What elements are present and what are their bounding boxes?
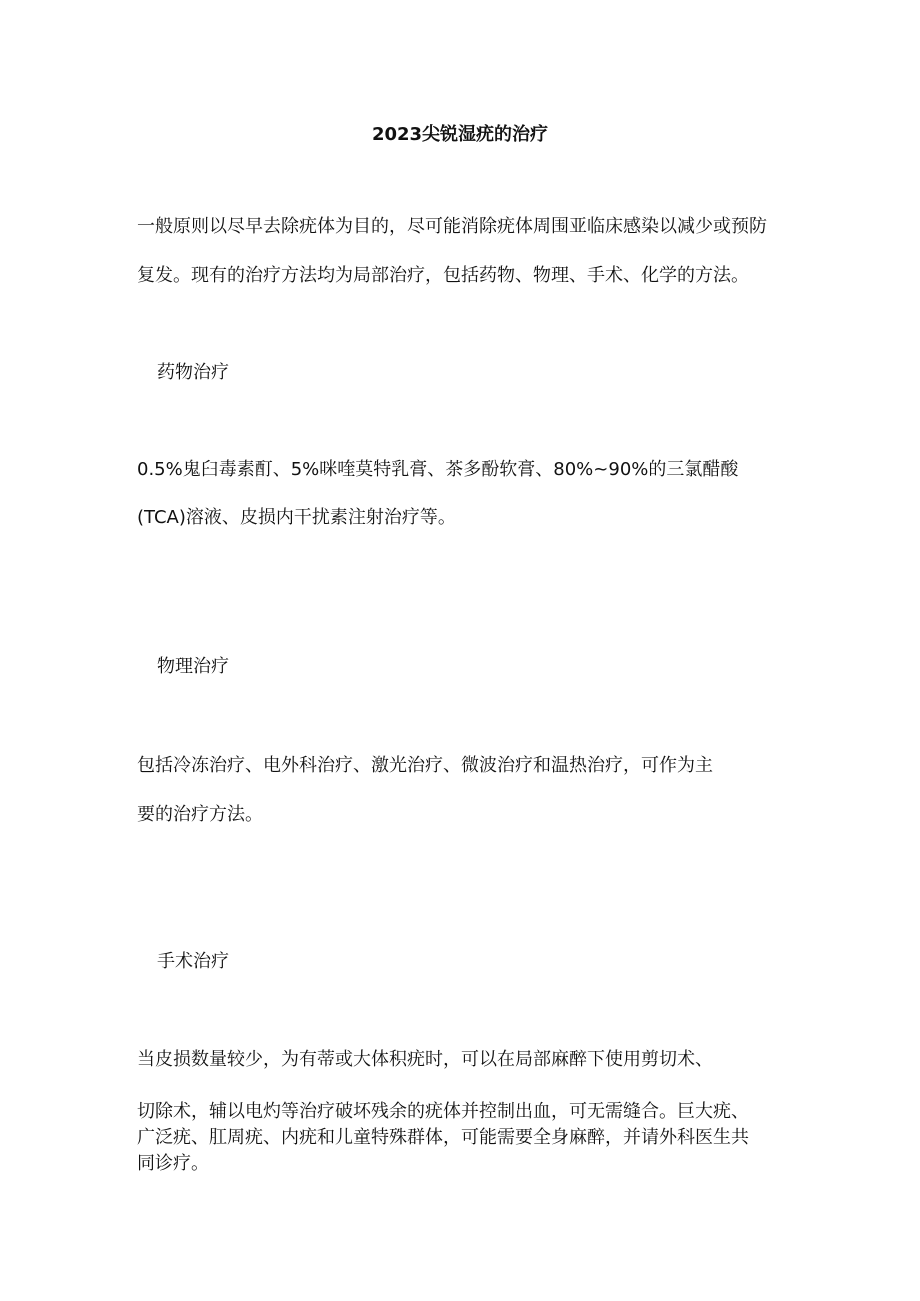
section-heading-physical: 物理治疗 <box>157 656 229 677</box>
medication-line-1: 0.5%鬼臼毒素酊、5%咪喹莫特乳膏、茶多酚软膏、80%~90%的三氯醋酸 <box>137 459 739 480</box>
intro-line-2: 复发。现有的治疗方法均为局部治疗，包括药物、物理、手术、化学的方法。 <box>137 265 749 286</box>
surgical-line-2: 切除术，辅以电灼等治疗破坏残余的疣体并控制出血，可无需缝合。巨大疣、 <box>137 1101 749 1122</box>
document-title: 2023尖锐湿疣的治疗 <box>371 124 549 145</box>
physical-line-1: 包括冷冻治疗、电外科治疗、激光治疗、微波治疗和温热治疗，可作为主 <box>137 755 713 776</box>
physical-line-2: 要的治疗方法。 <box>137 804 263 825</box>
section-heading-medication: 药物治疗 <box>157 362 229 383</box>
surgical-line-1: 当皮损数量较少，为有蒂或大体积疣时，可以在局部麻醉下使用剪切术、 <box>137 1049 713 1070</box>
intro-line-1: 一般原则以尽早去除疣体为目的，尽可能消除疣体周围亚临床感染以减少或预防 <box>137 216 767 237</box>
section-heading-surgical: 手术治疗 <box>157 951 229 972</box>
medication-line-2: (TCA)溶液、皮损内干扰素注射治疗等。 <box>137 507 456 528</box>
surgical-line-4: 同诊疗。 <box>137 1153 209 1174</box>
surgical-line-3: 广泛疣、肛周疣、内疣和儿童特殊群体，可能需要全身麻醉，并请外科医生共 <box>137 1127 749 1148</box>
